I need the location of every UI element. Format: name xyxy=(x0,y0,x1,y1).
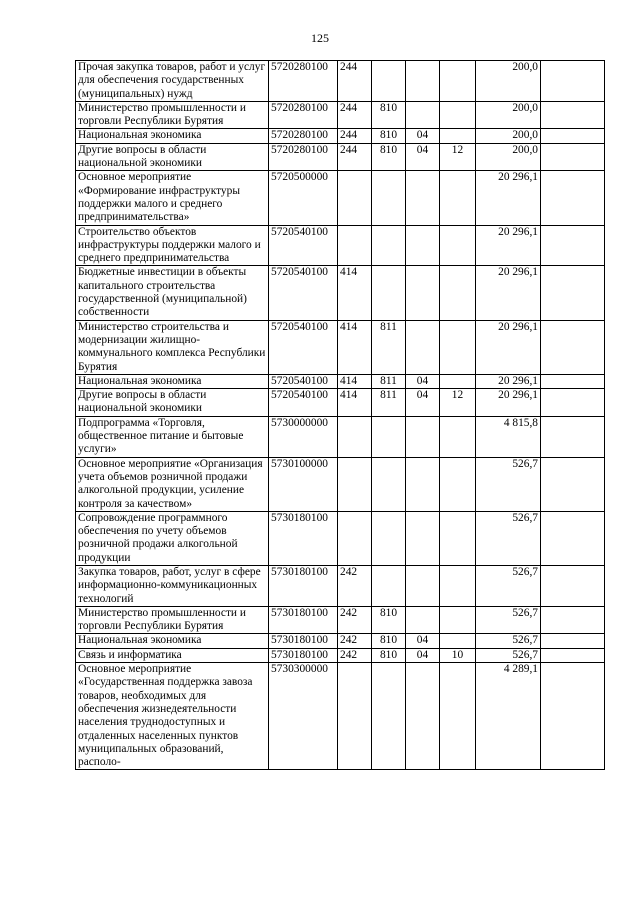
row-target-code: 5720280100 xyxy=(269,143,338,171)
row-ministry-code: 810 xyxy=(372,634,406,648)
row-expense-type xyxy=(338,663,372,770)
row-name: Сопровождение программного обеспечения по учету объемов розничной продажи алкогольной продукции xyxy=(76,511,269,565)
table-row xyxy=(76,416,605,457)
row-name: Закупка товаров, работ, услуг в сфере информационно-коммуникационных технологий xyxy=(76,565,269,606)
table-row xyxy=(76,606,605,634)
row-amount: 200,0 xyxy=(476,101,541,129)
row-name: Основное мероприятие «Формирование инфраструктуры поддержки малого и среднего предпринимательства» xyxy=(76,171,269,225)
row-ministry-code xyxy=(372,511,406,565)
row-empty-cell xyxy=(541,648,605,662)
page-number: 125 xyxy=(311,31,329,45)
row-subsection: 12 xyxy=(440,143,476,171)
row-ministry-code: 811 xyxy=(372,320,406,374)
row-empty-cell xyxy=(541,266,605,320)
row-expense-type: 414 xyxy=(338,389,372,417)
row-expense-type: 414 xyxy=(338,374,372,388)
row-empty-cell xyxy=(541,225,605,266)
row-name: Министерство промышленности и торговли Республики Бурятия xyxy=(76,101,269,129)
row-name: Строительство объектов инфраструктуры поддержки малого и среднего предпринимательства xyxy=(76,225,269,266)
row-section xyxy=(406,511,440,565)
row-amount: 20 296,1 xyxy=(476,225,541,266)
row-ministry-code xyxy=(372,457,406,511)
table-row xyxy=(76,648,605,662)
row-name: Подпрограмма «Торговля, общественное питание и бытовые услуги» xyxy=(76,416,269,457)
row-subsection xyxy=(440,374,476,388)
row-subsection xyxy=(440,634,476,648)
row-expense-type: 244 xyxy=(338,61,372,102)
row-name: Прочая закупка товаров, работ и услуг для обеспечения государственных (муниципальных) нужд xyxy=(76,61,269,102)
row-section: 04 xyxy=(406,634,440,648)
row-expense-type: 242 xyxy=(338,648,372,662)
row-empty-cell xyxy=(541,634,605,648)
row-empty-cell xyxy=(541,663,605,770)
row-amount: 20 296,1 xyxy=(476,171,541,225)
row-section: 04 xyxy=(406,389,440,417)
row-target-code: 5720540100 xyxy=(269,374,338,388)
table-row xyxy=(76,511,605,565)
table-row xyxy=(76,663,605,770)
row-subsection xyxy=(440,606,476,634)
row-empty-cell xyxy=(541,457,605,511)
row-name: Министерство промышленности и торговли Республики Бурятия xyxy=(76,606,269,634)
row-subsection xyxy=(440,416,476,457)
row-section xyxy=(406,266,440,320)
row-target-code: 5720540100 xyxy=(269,225,338,266)
row-section xyxy=(406,457,440,511)
row-target-code: 5730000000 xyxy=(269,416,338,457)
row-expense-type: 242 xyxy=(338,634,372,648)
row-ministry-code: 810 xyxy=(372,648,406,662)
row-amount: 526,7 xyxy=(476,634,541,648)
row-name: Министерство строительства и модернизации жилищно-коммунального комплекса Республики Бурятия xyxy=(76,320,269,374)
row-amount: 20 296,1 xyxy=(476,320,541,374)
table-row xyxy=(76,389,605,417)
row-subsection: 12 xyxy=(440,389,476,417)
row-expense-type: 414 xyxy=(338,320,372,374)
row-expense-type: 244 xyxy=(338,143,372,171)
row-ministry-code xyxy=(372,171,406,225)
row-ministry-code: 810 xyxy=(372,143,406,171)
row-subsection xyxy=(440,101,476,129)
row-name: Другие вопросы в области национальной экономики xyxy=(76,389,269,417)
row-ministry-code xyxy=(372,225,406,266)
table-row xyxy=(76,129,605,143)
row-expense-type xyxy=(338,171,372,225)
row-empty-cell xyxy=(541,320,605,374)
budget-table-body xyxy=(76,61,605,770)
row-section xyxy=(406,565,440,606)
row-empty-cell xyxy=(541,171,605,225)
row-expense-type xyxy=(338,225,372,266)
row-section xyxy=(406,61,440,102)
table-row xyxy=(76,266,605,320)
row-amount: 200,0 xyxy=(476,143,541,171)
row-name: Национальная экономика xyxy=(76,129,269,143)
row-name: Бюджетные инвестиции в объекты капитального строительства государственной (муниципальной) собственности xyxy=(76,266,269,320)
row-name: Основное мероприятие «Государственная поддержка завоза товаров, необходимых для обеспечения жизнедеятельности населения труднодоступных и отдаленных населенных пунктов муниципальных образований, располо- xyxy=(76,663,269,770)
row-expense-type: 242 xyxy=(338,606,372,634)
row-section: 04 xyxy=(406,143,440,171)
row-subsection xyxy=(440,225,476,266)
table-row xyxy=(76,61,605,102)
table-row xyxy=(76,101,605,129)
row-empty-cell xyxy=(541,565,605,606)
row-section xyxy=(406,663,440,770)
row-empty-cell xyxy=(541,61,605,102)
row-empty-cell xyxy=(541,101,605,129)
row-amount: 20 296,1 xyxy=(476,389,541,417)
row-name: Основное мероприятие «Организация учета объемов розничной продажи алкогольной продукции, усиление контроля за качеством» xyxy=(76,457,269,511)
table-row xyxy=(76,457,605,511)
row-empty-cell xyxy=(541,511,605,565)
row-expense-type: 242 xyxy=(338,565,372,606)
row-section xyxy=(406,101,440,129)
row-ministry-code xyxy=(372,61,406,102)
row-target-code: 5730100000 xyxy=(269,457,338,511)
row-amount: 526,7 xyxy=(476,511,541,565)
row-expense-type: 244 xyxy=(338,101,372,129)
row-section xyxy=(406,225,440,266)
table-row xyxy=(76,225,605,266)
row-target-code: 5720540100 xyxy=(269,389,338,417)
row-target-code: 5720540100 xyxy=(269,320,338,374)
row-target-code: 5730180100 xyxy=(269,511,338,565)
table-row xyxy=(76,634,605,648)
row-amount: 4 289,1 xyxy=(476,663,541,770)
row-target-code: 5720280100 xyxy=(269,61,338,102)
row-section: 04 xyxy=(406,374,440,388)
row-amount: 20 296,1 xyxy=(476,266,541,320)
row-subsection xyxy=(440,565,476,606)
row-empty-cell xyxy=(541,374,605,388)
row-subsection xyxy=(440,266,476,320)
table-row xyxy=(76,143,605,171)
table-row xyxy=(76,320,605,374)
row-subsection: 10 xyxy=(440,648,476,662)
row-subsection xyxy=(440,511,476,565)
row-target-code: 5730180100 xyxy=(269,565,338,606)
row-target-code: 5730180100 xyxy=(269,606,338,634)
row-empty-cell xyxy=(541,416,605,457)
row-subsection xyxy=(440,663,476,770)
row-name: Связь и информатика xyxy=(76,648,269,662)
row-section: 04 xyxy=(406,129,440,143)
row-section: 04 xyxy=(406,648,440,662)
row-ministry-code: 810 xyxy=(372,101,406,129)
row-amount: 200,0 xyxy=(476,129,541,143)
row-expense-type: 244 xyxy=(338,129,372,143)
row-ministry-code xyxy=(372,565,406,606)
row-name: Национальная экономика xyxy=(76,374,269,388)
row-empty-cell xyxy=(541,389,605,417)
budget-table xyxy=(75,60,605,770)
row-subsection xyxy=(440,171,476,225)
table-row xyxy=(76,171,605,225)
row-empty-cell xyxy=(541,606,605,634)
row-section xyxy=(406,606,440,634)
row-amount: 526,7 xyxy=(476,648,541,662)
row-amount: 200,0 xyxy=(476,61,541,102)
row-expense-type: 414 xyxy=(338,266,372,320)
row-subsection xyxy=(440,457,476,511)
row-target-code: 5720500000 xyxy=(269,171,338,225)
row-amount: 526,7 xyxy=(476,606,541,634)
row-subsection xyxy=(440,61,476,102)
row-target-code: 5720280100 xyxy=(269,101,338,129)
row-subsection xyxy=(440,320,476,374)
table-row xyxy=(76,565,605,606)
row-target-code: 5730300000 xyxy=(269,663,338,770)
row-ministry-code: 810 xyxy=(372,606,406,634)
row-expense-type xyxy=(338,457,372,511)
row-section xyxy=(406,416,440,457)
row-ministry-code: 810 xyxy=(372,129,406,143)
row-amount: 526,7 xyxy=(476,565,541,606)
row-expense-type xyxy=(338,416,372,457)
row-subsection xyxy=(440,129,476,143)
row-ministry-code xyxy=(372,266,406,320)
row-name: Национальная экономика xyxy=(76,634,269,648)
row-ministry-code xyxy=(372,416,406,457)
row-amount: 526,7 xyxy=(476,457,541,511)
row-amount: 4 815,8 xyxy=(476,416,541,457)
row-section xyxy=(406,320,440,374)
row-target-code: 5730180100 xyxy=(269,648,338,662)
row-amount: 20 296,1 xyxy=(476,374,541,388)
row-empty-cell xyxy=(541,143,605,171)
row-empty-cell xyxy=(541,129,605,143)
row-target-code: 5720540100 xyxy=(269,266,338,320)
row-target-code: 5720280100 xyxy=(269,129,338,143)
row-ministry-code xyxy=(372,663,406,770)
row-section xyxy=(406,171,440,225)
row-ministry-code: 811 xyxy=(372,389,406,417)
table-row xyxy=(76,374,605,388)
row-ministry-code: 811 xyxy=(372,374,406,388)
row-expense-type xyxy=(338,511,372,565)
row-name: Другие вопросы в области национальной экономики xyxy=(76,143,269,171)
row-target-code: 5730180100 xyxy=(269,634,338,648)
